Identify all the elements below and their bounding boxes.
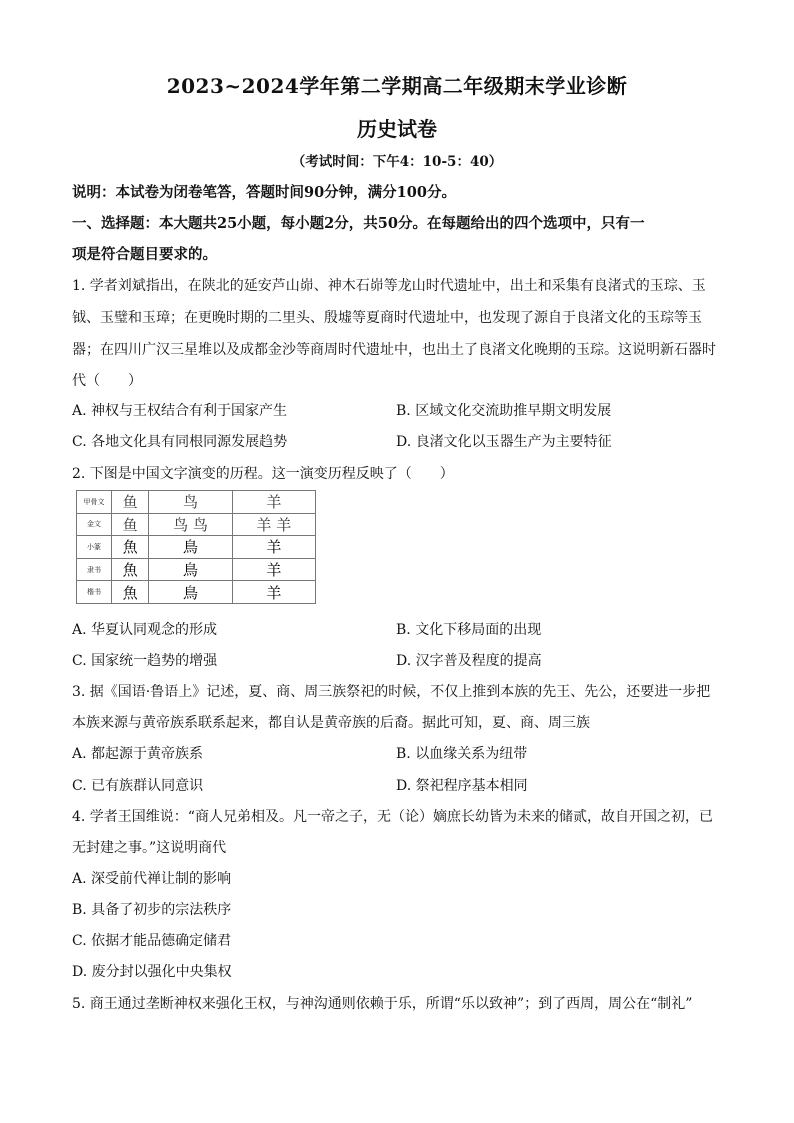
glyph-fish: 魚 xyxy=(112,558,149,581)
glyph-bird: 鳥 xyxy=(149,536,232,559)
exam-title: 2023~2024学年第二学期高二年级期末学业诊断 xyxy=(166,74,628,98)
glyph-bird: 鸟 xyxy=(149,491,232,514)
q4-option-c[interactable]: C. 依据才能品德确定储君 xyxy=(72,933,232,949)
q3-option-b[interactable]: B. 以血缘关系为纽带 xyxy=(396,746,528,762)
glyph-sheep: 羊 xyxy=(232,491,315,514)
q3-stem-line1: 3. 据《国语·鲁语上》记述，夏、商、周三族祭祀的时候，不仅上推到本族的先王、先公，还要进一步把 xyxy=(72,684,711,700)
q1-option-c[interactable]: C. 各地文化具有同根同源发展趋势 xyxy=(72,434,288,450)
q4-stem-line2: 无封建之事。”这说明商代 xyxy=(72,840,227,856)
q3-option-c[interactable]: C. 已有族群认同意识 xyxy=(72,778,204,794)
row-label: 隶书 xyxy=(77,558,112,581)
q3-stem-line2: 本族来源与黄帝族系联系起来，都自认是黄帝族的后裔。据此可知，夏、商、周三族 xyxy=(72,715,590,731)
table-row xyxy=(77,536,316,559)
table-row xyxy=(77,558,316,581)
row-label: 甲骨文 xyxy=(77,491,112,514)
subject-title: 历史试卷 xyxy=(357,117,437,141)
section-heading-line1: 一、选择题：本大题共25小题，每小题2分，共50分。在每题给出的四个选项中，只有一 xyxy=(72,215,645,232)
glyph-sheep: 羊 xyxy=(232,581,315,604)
q1-stem-line2: 钺、玉璧和玉璋；在更晚时期的二里头、殷墟等夏商时代遗址中，也发现了源自于良渚文化的玉琮等玉 xyxy=(72,310,702,326)
q2-option-d[interactable]: D. 汉字普及程度的提高 xyxy=(396,653,542,669)
q2-option-a[interactable]: A. 华夏认同观念的形成 xyxy=(72,622,218,638)
glyph-bird: 鸟 鸟 xyxy=(149,513,232,536)
section-heading-line2: 项是符合题目要求的。 xyxy=(72,246,217,263)
q5-stem-line1: 5. 商王通过垄断神权来强化王权，与神沟通则依赖于乐，所谓“乐以致神”；到了西周，周公在“制礼” xyxy=(72,996,693,1012)
q3-option-a[interactable]: A. 都起源于黄帝族系 xyxy=(72,746,204,762)
table-row xyxy=(77,491,316,514)
table-row xyxy=(77,581,316,604)
instructions: 说明：本试卷为闭卷笔答，答题时间90分钟，满分100分。 xyxy=(72,184,456,201)
glyph-sheep: 羊 xyxy=(232,536,315,559)
q1-option-d[interactable]: D. 良渚文化以玉器生产为主要特征 xyxy=(396,434,612,450)
q2-option-b[interactable]: B. 文化下移局面的出现 xyxy=(396,622,542,638)
exam-time: （考试时间：下午4：10-5：40） xyxy=(291,154,503,170)
q4-stem-line1: 4. 学者王国维说：“商人兄弟相及。凡一帝之子，无（论）嫡庶长幼皆为未来的储贰，故自开国之初，已 xyxy=(72,809,713,825)
glyph-bird: 鳥 xyxy=(149,558,232,581)
glyph-sheep: 羊 羊 xyxy=(232,513,315,536)
glyph-bird: 鳥 xyxy=(149,581,232,604)
q4-option-a[interactable]: A. 深受前代禅让制的影响 xyxy=(72,871,232,887)
script-evolution-table xyxy=(76,490,316,604)
q4-option-b[interactable]: B. 具备了初步的宗法秩序 xyxy=(72,902,232,918)
q2-option-c[interactable]: C. 国家统一趋势的增强 xyxy=(72,653,218,669)
table-row xyxy=(77,513,316,536)
glyph-fish: 鱼 xyxy=(112,513,149,536)
q2-stem-line1: 2. 下图是中国文字演变的历程。这一演变历程反映了（ ） xyxy=(72,466,454,482)
q1-stem-line1: 1. 学者刘斌指出，在陕北的延安芦山峁、神木石峁等龙山时代遗址中，出土和采集有良渚式的玉琮、玉 xyxy=(72,278,706,294)
q1-option-a[interactable]: A. 神权与王权结合有利于国家产生 xyxy=(72,403,288,419)
q4-option-d[interactable]: D. 废分封以强化中央集权 xyxy=(72,964,232,980)
q1-option-b[interactable]: B. 区域文化交流助推早期文明发展 xyxy=(396,403,612,419)
glyph-fish: 魚 xyxy=(112,536,149,559)
glyph-fish: 魚 xyxy=(112,581,149,604)
row-label: 小篆 xyxy=(77,536,112,559)
glyph-fish: 鱼 xyxy=(112,491,149,514)
q3-option-d[interactable]: D. 祭祀程序基本相同 xyxy=(396,778,528,794)
row-label: 楷书 xyxy=(77,581,112,604)
glyph-sheep: 羊 xyxy=(232,558,315,581)
q1-stem-line4: 代（ ） xyxy=(72,373,142,389)
q1-stem-line3: 器；在四川广汉三星堆以及成都金沙等商周时代遗址中，也出土了良渚文化晚期的玉琮。这说明新石器时 xyxy=(72,342,716,358)
row-label: 金文 xyxy=(77,513,112,536)
